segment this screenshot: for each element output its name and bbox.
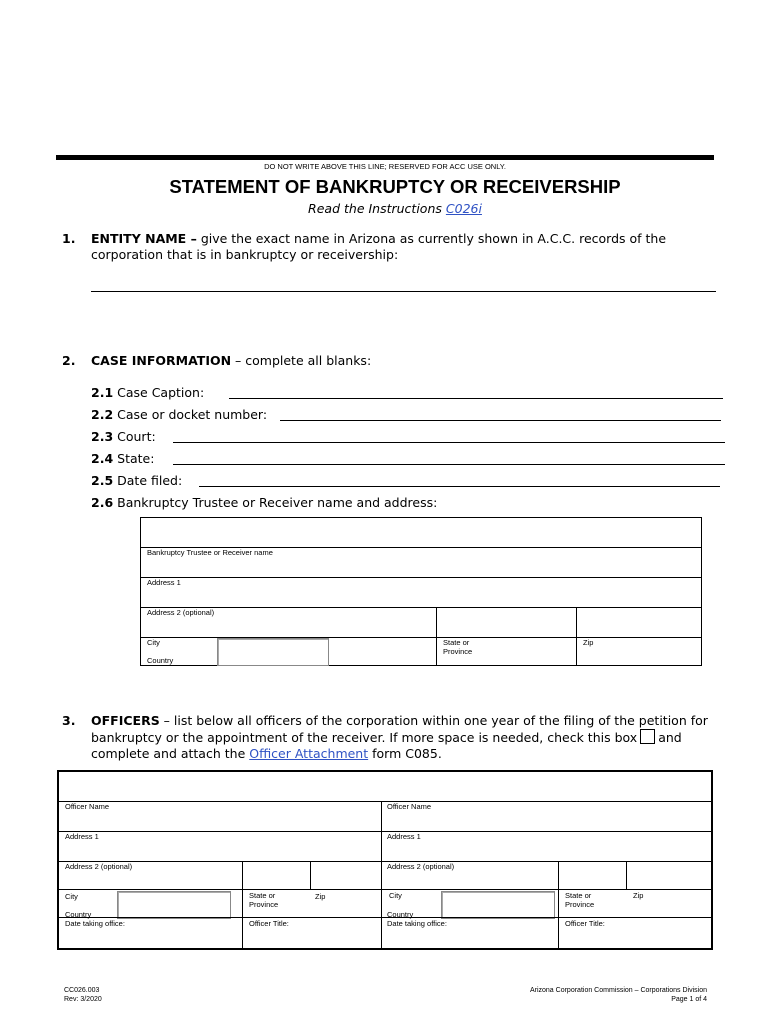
entity-name-line[interactable] bbox=[91, 291, 716, 292]
date-filed-label: 2.5 Date filed: bbox=[91, 473, 183, 488]
reserved-notice: DO NOT WRITE ABOVE THIS LINE; RESERVED FOR ACC USE ONLY. bbox=[264, 162, 506, 171]
section-2-heading-row bbox=[91, 353, 371, 369]
trustee-address1-field[interactable]: Address 1 bbox=[147, 578, 181, 587]
trustee-address2-field[interactable]: Address 2 (optional) bbox=[147, 608, 215, 617]
section-3-number: 3. bbox=[62, 713, 76, 728]
officer1-name-field[interactable]: Officer Name bbox=[65, 802, 110, 811]
section-2-number: 2. bbox=[62, 353, 76, 368]
court-line[interactable] bbox=[173, 442, 725, 443]
more-officers-checkbox[interactable] bbox=[640, 729, 655, 744]
footer-left bbox=[64, 986, 102, 1004]
page-number: Page 1 of 4 bbox=[671, 996, 707, 1003]
form-title: STATEMENT OF BANKRUPTCY OR RECEIVERSHIP bbox=[169, 176, 621, 197]
section-2-heading: CASE INFORMATION bbox=[91, 353, 232, 368]
footer-right bbox=[530, 986, 707, 1004]
trustee-top-field[interactable] bbox=[141, 518, 701, 547]
trustee-country-label: Country bbox=[147, 656, 174, 665]
case-caption-line[interactable] bbox=[229, 398, 723, 399]
officer2-date-field[interactable]: Date taking office: bbox=[387, 919, 447, 928]
state-label: 2.4 State: bbox=[91, 451, 155, 466]
trustee-name-field[interactable]: Bankruptcy Trustee or Receiver name bbox=[147, 548, 273, 557]
top-rule bbox=[56, 155, 714, 160]
trustee-city-label: City bbox=[147, 638, 160, 647]
docket-number-line[interactable] bbox=[280, 420, 721, 421]
section-1-heading: ENTITY NAME – bbox=[91, 231, 197, 246]
section-3-text: OFFICERS – list below all officers of the corporation within one year of the filing of the petition for bankruptcy or the appointment of the receiver. If more space is needed, check this box and complete and attach the Officer Attachment form C085. bbox=[91, 713, 708, 761]
section-2-text: – complete all blanks: bbox=[231, 353, 372, 368]
trustee-label: 2.6 Bankruptcy Trustee or Receiver name and address: bbox=[91, 495, 438, 510]
section-1-text bbox=[91, 231, 731, 263]
officer2-city-label: City bbox=[389, 891, 402, 900]
officer2-address1-field[interactable]: Address 1 bbox=[387, 832, 421, 841]
trustee-zip-label: Zip bbox=[583, 638, 594, 647]
officer1-state-label: State or Province bbox=[249, 891, 279, 909]
section-1-line1: give the exact name in Arizona as currently shown in A.C.C. records of the bbox=[200, 231, 667, 246]
officer1-address1-field[interactable]: Address 1 bbox=[65, 832, 99, 841]
date-filed-line[interactable] bbox=[199, 486, 720, 487]
officers-table bbox=[57, 770, 713, 950]
officer2-country-select[interactable] bbox=[441, 891, 555, 919]
trustee-state-label: State or Province bbox=[443, 638, 473, 656]
officer1-country-select[interactable] bbox=[117, 891, 231, 919]
state-line[interactable] bbox=[173, 464, 725, 465]
officer2-title-field[interactable]: Officer Title: bbox=[565, 919, 605, 928]
officer2-country-label: Country bbox=[387, 910, 414, 919]
docket-number-label: 2.2 Case or docket number: bbox=[91, 407, 268, 422]
form-code: CC026.003 bbox=[64, 987, 100, 994]
trustee-country-select[interactable] bbox=[217, 638, 329, 666]
officer2-state-label: State or Province bbox=[565, 891, 595, 909]
section-3-heading: OFFICERS bbox=[91, 713, 160, 728]
officer2-name-field[interactable]: Officer Name bbox=[387, 802, 432, 811]
officer1-date-field[interactable]: Date taking office: bbox=[65, 919, 125, 928]
section-1-line2: corporation that is in bankruptcy or receivership: bbox=[91, 247, 399, 262]
revision-date: Rev: 3/2020 bbox=[64, 996, 102, 1003]
read-instructions bbox=[0, 201, 770, 216]
officer2-zip-label: Zip bbox=[633, 891, 644, 900]
read-instructions-text: Read the Instructions bbox=[308, 201, 442, 216]
agency-name: Arizona Corporation Commission – Corporations Division bbox=[529, 987, 707, 994]
officer1-city-label: City bbox=[65, 892, 78, 901]
officer1-zip-label: Zip bbox=[315, 892, 326, 901]
officer1-country-label: Country bbox=[65, 910, 92, 919]
trustee-box bbox=[140, 517, 702, 666]
officer1-address2-field[interactable]: Address 2 (optional) bbox=[65, 862, 133, 871]
case-caption-label: 2.1 Case Caption: bbox=[91, 385, 205, 400]
section-1-number: 1. bbox=[62, 231, 76, 246]
officer2-address2-field[interactable]: Address 2 (optional) bbox=[387, 862, 455, 871]
court-label: 2.3 Court: bbox=[91, 429, 156, 444]
instructions-link[interactable]: C026i bbox=[445, 201, 482, 216]
officer-attachment-link[interactable]: Officer Attachment bbox=[249, 746, 369, 761]
officer1-title-field[interactable]: Officer Title: bbox=[249, 919, 289, 928]
